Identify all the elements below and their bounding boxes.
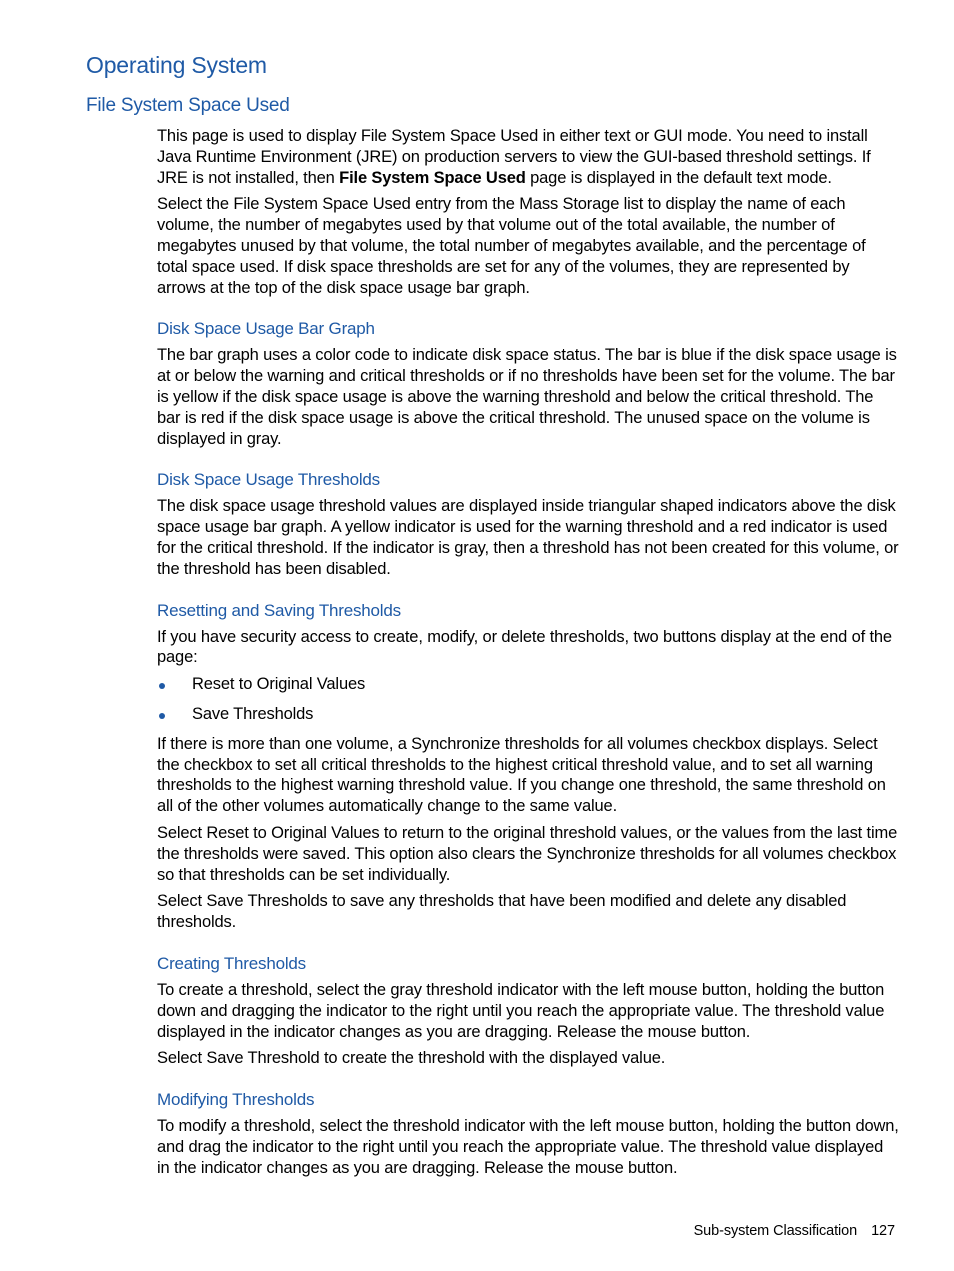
intro-text-part2: page is displayed in the default text mode.	[525, 168, 832, 187]
page-footer	[694, 1223, 895, 1239]
creating-paragraph-2: Select Save Threshold to create the threshold with the displayed value.	[157, 1049, 666, 1068]
page-number: 127	[871, 1223, 895, 1239]
intro-paragraph-1	[157, 126, 899, 188]
subsection-title-thresholds: Disk Space Usage Thresholds	[157, 470, 380, 490]
button-list	[157, 674, 899, 725]
intro-text-part1: This page is used to display File System Space Used in either text or GUI mode. You need to install Java Runtime Environment (JRE) on production servers to view the GUI-based threshold settings. If JRE is not installed, then	[157, 127, 871, 187]
resetting-paragraph-3: Select Reset to Original Values to return to the original threshold values, or the values from the last time the thresholds were saved. This option also clears the Synchronize thresholds for all volumes checkbox so that thresholds can be set individually.	[157, 823, 898, 884]
list-item	[157, 704, 899, 725]
list-item-label: Reset to Original Values	[192, 675, 366, 694]
subsection-title-resetting: Resetting and Saving Thresholds	[157, 600, 401, 620]
list-item-label: Save Thresholds	[192, 704, 314, 723]
resetting-paragraph-4: Select Save Thresholds to save any thresholds that have been modified and delete any disabled thresholds.	[157, 892, 847, 932]
bullet-icon	[159, 683, 165, 689]
subsection-title-modifying: Modifying Thresholds	[157, 1090, 315, 1110]
list-item	[157, 674, 899, 695]
intro-bold-term: File System Space Used	[339, 168, 526, 187]
intro-paragraph-2: Select the File System Space Used entry from the Mass Storage list to display the name of each volume, the number of megabytes used by that volume out of the total available, the number of megabytes unused by that volume, the total number of megabytes available, and the percentage of total space used. If disk space thresholds are set for any of the volumes, they are represented by arrows at the top of the disk space usage bar graph.	[157, 195, 866, 297]
resetting-paragraph-2: If there is more than one volume, a Synchronize thresholds for all volumes checkbox displays. Select the checkbox to set all critical thresholds to the highest critical threshold value, and to set all warning thresholds to the highest warning threshold value. If you change one threshold, the same threshold on all of the other volumes automatically change to the same value.	[157, 734, 886, 816]
body-column	[157, 126, 899, 1184]
subsection-title-creating: Creating Thresholds	[157, 953, 306, 973]
section-title: File System Space Used	[86, 95, 290, 116]
modifying-paragraph: To modify a threshold, select the threshold indicator with the left mouse button, holding the button down, and drag the indicator to the right until you reach the appropriate value. The threshold value displayed in the indicator changes as you are dragging. Release the mouse button.	[157, 1117, 899, 1177]
resetting-paragraph-1: If you have security access to create, modify, or delete thresholds, two buttons display at the end of the page:	[157, 627, 892, 667]
thresholds-paragraph: The disk space usage threshold values are displayed inside triangular shaped indicators above the disk space usage bar graph. A yellow indicator is used for the warning threshold and a red indicator is used for the critical threshold. If the indicator is gray, then a threshold has not been created for this volume, or the threshold has been disabled.	[157, 497, 899, 578]
footer-section-name: Sub-system Classification	[693, 1223, 858, 1239]
bar-graph-paragraph: The bar graph uses a color code to indicate disk space status. The bar is blue if the disk space usage is at or below the warning and critical thresholds or if no thresholds have been set for the volume. The bar is yellow if the disk space usage is above the warning threshold and below the critical threshold. The bar is red if the disk space usage is above the critical threshold. The unused space on the volume is displayed in gray.	[157, 346, 897, 448]
subsection-title-bar-graph: Disk Space Usage Bar Graph	[157, 319, 375, 339]
page-heading: Operating System	[86, 52, 267, 78]
creating-paragraph-1: To create a threshold, select the gray threshold indicator with the left mouse button, holding the button down and dragging the indicator to the right until you reach the appropriate value. The threshold value displayed in the indicator changes as you are dragging. Release the mouse button.	[157, 980, 885, 1041]
bullet-icon	[159, 713, 165, 719]
